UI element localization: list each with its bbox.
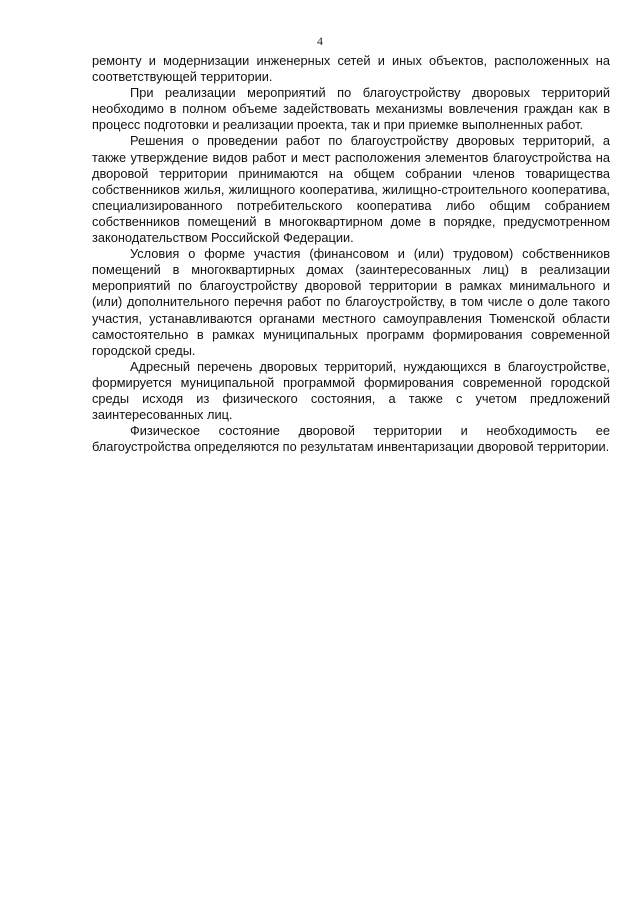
paragraph-physical-condition: Физическое состояние дворовой территории и необходимость ее благоустройства определяются по результатам инвентаризации дворовой территории. xyxy=(92,423,610,455)
document-body xyxy=(92,53,610,455)
paragraph-decision-making: Решения о проведении работ по благоустройству дворовых территорий, а также утверждение видов работ и мест расположения элементов благоустройства на дворовой территории принимаются на общем собрании членов товарищества собственников жилья, жилищного кооператива, жилищно-строительного кооператива, специализированного потребительского кооператива либо общим собранием собственников помещений в многоквартирном доме в порядке, предусмотренном законодательством Российской Федерации. xyxy=(92,133,610,246)
paragraph-citizen-involvement: При реализации мероприятий по благоустройству дворовых территорий необходимо в полном объеме задействовать механизмы вовлечения граждан как в процесс подготовки и реализации проекта, так и при приемке выполненных работ. xyxy=(92,85,610,133)
paragraph-participation-conditions: Условия о форме участия (финансовом и (или) трудовом) собственников помещений в многоквартирных домах (заинтересованных лиц) в реализации мероприятий по благоустройству дворовой территории в рамках минимального и (или) дополнительного перечня работ по благоустройству, в том числе о доле такого участия, устанавливаются органами местного самоуправления Тюменской области самостоятельно в рамках муниципальных программ формирования современной городской среды. xyxy=(92,246,610,358)
page-number: 4 xyxy=(317,34,323,48)
paragraph-address-list: Адресный перечень дворовых территорий, нуждающихся в благоустройстве, формируется муниципальной программой формирования современной городской среды исходя из физического состояния, а также с учетом предложений заинтересованных лиц. xyxy=(92,358,610,423)
paragraph-continuation: ремонту и модернизации инженерных сетей и иных объектов, расположенных на соответствующей территории. xyxy=(92,53,610,85)
